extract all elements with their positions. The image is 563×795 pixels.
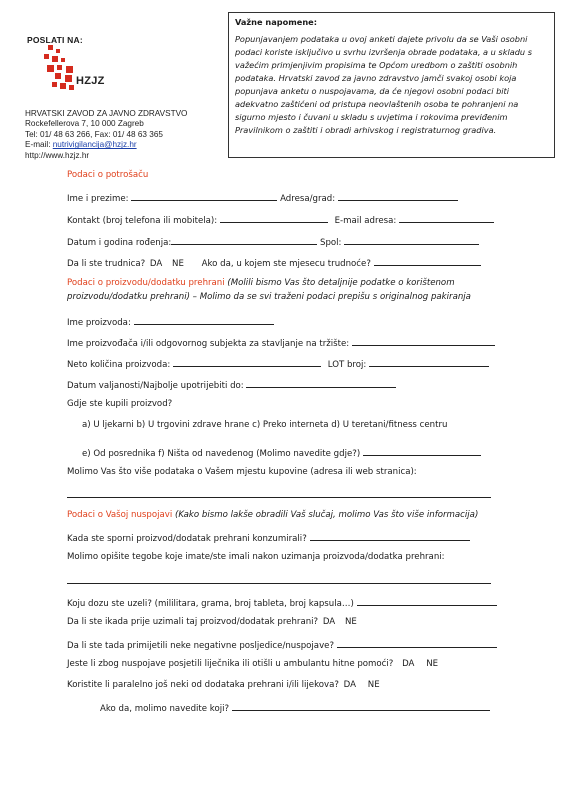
doctor-no[interactable]: NE [426,659,439,669]
when-row [67,531,470,544]
contact-row [67,213,494,226]
consequences-field[interactable] [337,638,497,648]
which-row [100,701,490,714]
consumer-section-title: Podaci o potrošaču [67,170,149,180]
address-line: Tel: 01/ 48 63 266, Fax: 01/ 48 63 365 [25,129,163,139]
notice-box [228,12,555,158]
dob-label: Datum i godina rođenja: [67,238,172,248]
dose-row [67,596,497,609]
before-yes[interactable]: DA [322,617,336,627]
sex-label: Spol: [320,238,342,248]
manufacturer-field[interactable] [352,336,495,346]
quantity-field[interactable] [173,357,321,367]
address-field[interactable] [338,191,458,201]
describe-field[interactable] [67,583,491,584]
pregnant-label: Da li ste trudnica? [67,259,146,269]
address-line: Rockefellerova 7, 10 000 Zagreb [25,119,144,129]
send-to-title: POSLATI NA: [27,35,83,45]
purchase-options-1[interactable]: a) U ljekarni b) U trgovini zdrave hrane c) Preko interneta d) U teretani/fitness centru [82,420,448,430]
when-field[interactable] [310,531,470,541]
which-label: Ako da, molimo navedite koji? [100,704,230,714]
manufacturer-row [67,336,495,349]
expiry-row [67,378,396,391]
reaction-section-title: Podaci o Vašoj nuspojavi [67,510,173,520]
quantity-label: Neto količina proizvoda: [67,360,171,370]
contact-label: Kontakt (broj telefona ili mobitela): [67,216,218,226]
place-label: Molimo Vas što više podataka o Vašem mjestu kupovine (adresa ili web stranica): [67,467,417,477]
when-label: Kada ste sporni proizvod/dodatak prehrani konzumirali? [67,534,307,544]
name-field[interactable] [131,191,277,201]
doctor-yes[interactable]: DA [402,659,415,669]
email-label: E-mail adresa: [334,216,397,226]
address-block [25,109,187,161]
product-section-note: (Molili bismo Vas što detaljnije podatke o korištenom [227,278,455,288]
email-line [25,140,187,150]
product-section-header [67,278,455,288]
place-field[interactable] [67,497,491,498]
where-label: Gdje ste kupili proizvod? [67,399,173,409]
contact-field[interactable] [220,213,328,223]
notice-title: Važne napomene: [235,17,317,27]
consequences-row [67,638,497,651]
product-section-title: Podaci o proizvodu/dodatku prehrani [67,278,225,288]
reaction-section-note: (Kako bismo lakše obradili Vaš slučaj, molimo Vas što više informacija) [174,510,479,520]
product-name-label: Ime proizvoda: [67,318,131,328]
hzjz-logo [28,45,108,95]
quantity-row [67,357,489,370]
sex-field[interactable] [344,235,479,245]
product-name-row [67,315,274,328]
reaction-section-header [67,510,478,520]
expiry-field[interactable] [246,378,396,388]
which-field[interactable] [232,701,490,711]
other-yes[interactable]: DA [343,680,357,690]
purchase-options-2[interactable]: e) Od posrednika f) Ništa od navedenog (Molimo navedite gdje?) [82,449,361,459]
other-supplements-row [67,680,380,690]
expiry-label: Datum valjanosti/Najbolje upotrijebiti do: [67,381,244,391]
product-section-note-2: proizvodu/dodatku prehrani) – Molimo da se svi traženi podaci prepišu s originalnog pakiranja [67,292,471,302]
consequences-label: Da li ste tada primijetili neke negativne posljedice/nuspojave? [67,641,335,651]
doctor-row [67,659,438,669]
purchase-options-2-row [82,446,481,459]
before-label: Da li ste ikada prije uzimali taj proizvod/dodatak prehrani? [67,617,319,627]
purchase-other-field[interactable] [363,446,481,456]
dose-label: Koju dozu ste uzeli? (mililitara, grama, broj tableta, broj kapsula…) [67,599,354,609]
email-link[interactable]: nutrivigilancija@hzjz.hr [52,140,137,150]
before-row [67,617,357,627]
dob-row [67,235,479,248]
describe-label: Molimo opišite tegobe koje imate/ste imali nakon uzimanja proizvoda/dodatka prehrani: [67,552,445,562]
lot-label: LOT broj: [327,360,367,370]
pregnant-yes[interactable]: DA [149,259,163,269]
notice-body: Popunjavanjem podataka u ovoj anketi dajete privolu da se Vaši osobni podaci koriste isključivo u svrhu izvršenja obrade podataka, a u skladu s važećim primjenjivim propisima te Općom uredbom o zaštiti osobnih podataka. Hrvatski zavod za javno zdravstvo jamči svakoj osobi koja popunjava anketu o nuspojavama, da će njegovi osobni podaci biti adekvatno zaštićeni od pristupa neovlaštenih osoba te pohranjeni na sigurno mjesto i čuvani u skladu s uvjetima i rokovima previđenim Pravilnikom o zaštiti i obradi arhivskog i registraturnog gradiva. [235,34,532,135]
website-link[interactable]: http://www.hzjz.hr [25,150,90,160]
dob-field[interactable] [171,235,317,245]
pregnancy-month-label: Ako da, u kojem ste mjesecu trudnoće? [201,259,371,269]
before-no[interactable]: NE [344,617,357,627]
other-no[interactable]: NE [367,680,380,690]
manufacturer-label: Ime proizvođača i/ili odgovornog subjekta za stavljanje na tržište: [67,339,350,349]
name-address-row [67,191,458,204]
doctor-label: Jeste li zbog nuspojave posjetili liječnika ili otišli u ambulantu hitne pomoći? [67,659,394,669]
logo-text: HZJZ [76,75,105,87]
lot-field[interactable] [369,357,489,367]
address-label: Adresa/grad: [280,194,336,204]
pregnancy-month-field[interactable] [374,256,481,266]
name-label: Ime i prezime: [67,194,129,204]
other-supplements-label: Koristite li paralelno još neki od dodataka prehrani i/ili lijekova? [67,680,339,690]
email-field[interactable] [399,213,494,223]
product-name-field[interactable] [134,315,274,325]
pregnant-no[interactable]: NE [172,259,184,269]
pregnancy-row [67,256,481,269]
dose-field[interactable] [357,596,497,606]
address-line: HRVATSKI ZAVOD ZA JAVNO ZDRAVSTVO [25,109,188,118]
email-label: E-mail: [25,140,53,150]
